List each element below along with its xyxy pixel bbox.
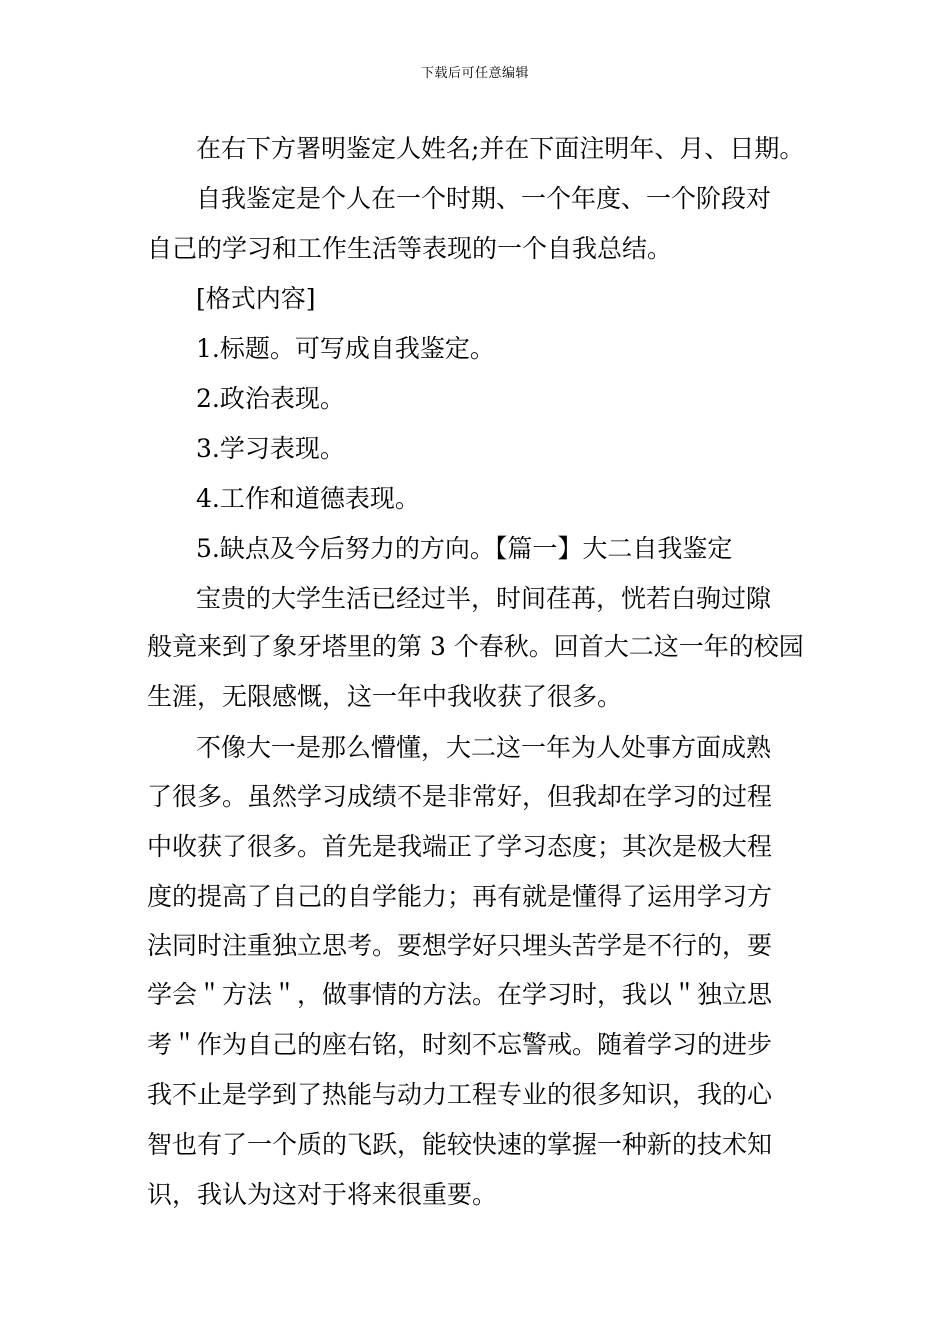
paragraph-line: 了很多。虽然学习成绩不是非常好，但我却在学习的过程: [147, 782, 773, 811]
paragraph-line: 自己的学习和工作生活等表现的一个自我总结。: [147, 234, 673, 263]
section-heading: [格式内容]: [196, 284, 316, 313]
paragraph-line: 识，我认为这对于将来很重要。: [147, 1180, 498, 1209]
list-item: 1.标题。可写成自我鉴定。: [196, 334, 495, 363]
paragraph-line: 中收获了很多。首先是我端正了学习态度；其次是极大程: [147, 832, 773, 861]
paragraph-line: 不像大一是那么懵懂，大二这一年为人处事方面成熟: [196, 733, 772, 762]
paragraph-line: 度的提高了自己的自学能力；再有就是懂得了运用学习方: [147, 882, 773, 911]
list-item: 2.政治表现。: [196, 384, 345, 413]
page-header: 下载后可任意编辑: [420, 66, 529, 81]
list-item: 3.学习表现。: [196, 434, 345, 463]
paragraph-line: 自我鉴定是个人在一个时期、一个年度、一个阶段对: [196, 184, 772, 213]
paragraph-line: 法同时注重独立思考。要想学好只埋头苦学是不行的，要: [147, 931, 773, 960]
paragraph-line: 智也有了一个质的飞跃，能较快速的掌握一种新的技术知: [147, 1130, 773, 1159]
paragraph-line: 在右下方署明鉴定人姓名;并在下面注明年、月、日期。: [196, 134, 805, 163]
paragraph-line: 般竟来到了象牙塔里的第 3 个春秋。回首大二这一年的校园: [147, 632, 804, 661]
paragraph-line: 生涯，无限感慨，这一年中我收获了很多。: [147, 682, 623, 711]
paragraph-line: 宝贵的大学生活已经过半，时间荏苒，恍若白驹过隙: [196, 584, 772, 613]
paragraph-line: 学会＂方法＂，做事情的方法。在学习时，我以＂独立思: [147, 980, 773, 1009]
paragraph-line: 我不止是学到了热能与动力工程专业的很多知识，我的心: [147, 1080, 773, 1109]
paragraph-line: 考＂作为自己的座右铭，时刻不忘警戒。随着学习的进步: [147, 1030, 773, 1059]
list-item: 4.工作和道德表现。: [196, 484, 420, 513]
list-item: 5.缺点及今后努力的方向。【篇一】大二自我鉴定: [196, 534, 733, 563]
